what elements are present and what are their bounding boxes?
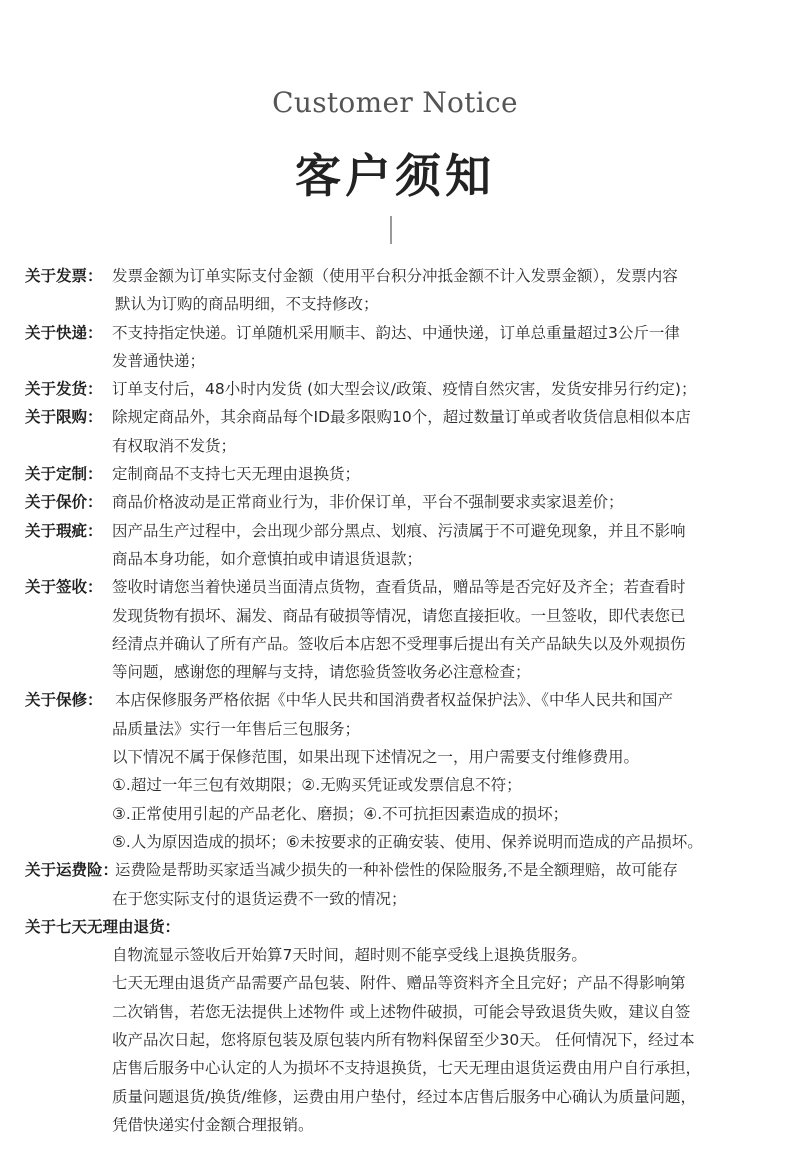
notice-text: 运费险是帮助买家适当减少损失的一种补偿性的保险服务,不是全额理赔，故可能存 [115, 861, 678, 880]
notice-line [0, 460, 790, 488]
notice-text: 订单支付后，48小时内发货 (如大型会议/政策、疫情自然灾害，发货安排另行约定)； [112, 380, 697, 399]
title-divider [390, 216, 392, 244]
notice-text: 有权取消不发货； [112, 436, 237, 455]
notice-text: 本店保修服务严格依据《中华人民共和国消费者权益保护法》、《中华人民共和国产 [115, 691, 674, 710]
notice-label: 关于运费险： [25, 861, 119, 880]
title-english: Customer Notice [272, 86, 518, 119]
notice-text: 商品本身功能，如介意慎拍或申请退货退款； [112, 549, 423, 568]
notice-line [0, 432, 790, 460]
notice-line [0, 913, 790, 941]
notice-line [0, 969, 790, 997]
notice-label: 关于七天无理由退货： [25, 917, 181, 936]
notice-text: 以下情况不属于保修范围，如果出现下述情况之一，用户需要支付维修费用。 [112, 748, 640, 767]
notice-line [0, 658, 790, 686]
notice-text: 自物流显示签收后开始算7天时间，超时则不能享受线上退换货服务。 [112, 946, 587, 965]
notice-text: 发普通快递； [112, 351, 206, 370]
notice-text: 二次销售，若您无法提供上述物件 或上述物件破损，可能会导致退货失败，建议自签 [112, 1002, 691, 1021]
notice-line [0, 1054, 790, 1082]
notice-text: 因产品生产过程中，会出现少部分黑点、划痕、污渍属于不可避免现象，并且不影响 [112, 521, 686, 540]
notice-label: 关于保价： [25, 493, 103, 512]
notice-line [0, 517, 790, 545]
notice-text: 七天无理由退货产品需要产品包装、附件、赠品等资料齐全且完好；产品不得影响第 [112, 974, 686, 993]
notice-line [0, 545, 790, 573]
notice-line [0, 800, 790, 828]
notice-text: 定制商品不支持七天无理由退换货； [112, 465, 361, 484]
title-chinese: 客户须知 [295, 149, 495, 203]
notice-label: 关于快递： [25, 323, 103, 342]
notice-text: 品质量法》实行一年售后三包服务； [112, 719, 361, 738]
notice-line [0, 998, 790, 1026]
notice-line [0, 771, 790, 799]
notice-line [0, 885, 790, 913]
notice-text: ③.正常使用引起的产品老化、磨损；④.不可抗拒因素造成的损坏； [112, 804, 569, 823]
notice-line [0, 290, 790, 318]
notice-line [0, 1111, 790, 1139]
notice-text: 发票金额为订单实际支付金额（使用平台积分冲抵金额不计入发票金额），发票内容 [112, 267, 678, 285]
notice-line [0, 828, 790, 856]
notice-line [0, 1083, 790, 1111]
notice-text: 商品价格波动是正常商业行为，非价保订单，平台不强制要求卖家退差价； [112, 493, 624, 512]
notice-list [0, 262, 790, 1139]
notice-line [0, 743, 790, 771]
notice-text: 发现货物有损坏、漏发、商品有破损等情况，请您直接拒收。一旦签收，即代表您已 [112, 606, 686, 625]
notice-text: ①.超过一年三包有效期限；②.无购买凭证或发票信息不符； [112, 776, 522, 795]
notice-line [0, 488, 790, 516]
notice-line [0, 630, 790, 658]
notice-text: 除规定商品外，其余商品每个ID最多限购10个，超过数量订单或者收货信息相似本店 [112, 408, 691, 427]
notice-line [0, 573, 790, 601]
notice-label: 关于发票： [25, 267, 103, 285]
notice-line [0, 686, 790, 714]
notice-label: 关于保修： [25, 691, 103, 710]
notice-text: 在于您实际支付的退货运费不一致的情况； [112, 889, 407, 908]
notice-text: 收产品次日起，您将原包装及原包装内所有物料保留至少30天。 任何情况下，经过本 [112, 1031, 695, 1050]
notice-label: 关于瑕疵： [25, 521, 103, 540]
notice-line [0, 347, 790, 375]
notice-label: 关于发货： [25, 380, 103, 399]
notice-text: 等问题，感谢您的理解与支持，请您验货签收务必注意检查； [112, 663, 531, 682]
notice-text: 店售后服务中心认定的人为损坏不支持退换货，七天无理由退货运费由用户自行承担， [112, 1059, 702, 1078]
notice-text: 经清点并确认了所有产品。签收后本店恕不受理事后提出有关产品缺失以及外观损伤 [112, 634, 686, 653]
notice-line [0, 856, 790, 884]
notice-label: 关于定制： [25, 465, 103, 484]
notice-label: 关于签收： [25, 578, 103, 597]
notice-text: 签收时请您当着快递员当面清点货物，查看货品，赠品等是否完好及齐全；若查看时 [112, 578, 686, 597]
notice-label: 关于限购： [25, 408, 103, 427]
notice-line [0, 715, 790, 743]
notice-text: 默认为订购的商品明细，不支持修改； [115, 295, 379, 314]
notice-text: 质量问题退货/换货/维修，运费由用户垫付，经过本店售后服务中心确认为质量问题， [112, 1087, 696, 1106]
notice-text: 凭借快递实付金额合理报销。 [112, 1115, 314, 1134]
notice-text: ⑤.人为原因造成的损坏；⑥未按要求的正确安装、使用、保养说明而造成的产品损坏。 [112, 832, 703, 851]
notice-line [0, 1026, 790, 1054]
notice-line [0, 262, 790, 290]
notice-line [0, 375, 790, 403]
notice-line [0, 941, 790, 969]
notice-line [0, 403, 790, 431]
notice-line [0, 602, 790, 630]
notice-line [0, 319, 790, 347]
notice-text: 不支持指定快递。订单随机采用顺丰、韵达、中通快递，订单总重量超过3公斤一律 [112, 323, 680, 342]
